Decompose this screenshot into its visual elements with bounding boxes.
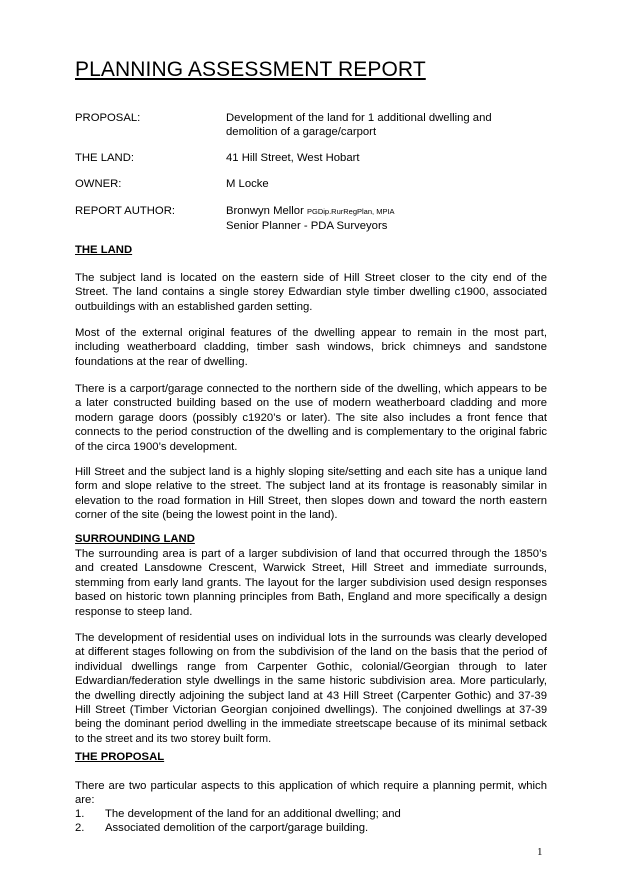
land-paragraph: There is a carport/garage connected to the northern side of the dwelling, which appears to be a later constructed building based on the use of modern weatherboard cladding and more modern garage doors (possibly c1920’s or later). The site also includes a front fence that connects to the period construction of the dwelling and is complementary to the original fabric of the circa 1900’s development. [75, 383, 547, 453]
list-text: Associated demolition of the carport/garage building. [105, 822, 369, 834]
land-value: 41 Hill Street, West Hobart [226, 152, 360, 164]
proposal-intro: There are two particular aspects to this application of which require a planning permit, which are: [75, 780, 547, 807]
land-label: THE LAND: [75, 152, 135, 164]
owner-label: OWNER: [75, 178, 122, 190]
author-role: Senior Planner - PDA Surveyors [226, 220, 388, 232]
list-text: The development of the land for an additional dwelling; and [105, 808, 401, 820]
proposal-label: PROPOSAL: [75, 112, 141, 124]
section-heading-the-land: THE LAND [75, 244, 133, 256]
surrounding-paragraph: The surrounding area is part of a larger subdivision of land that occurred through the 1850’s and created Lansdowne Crescent, Warwick Street, Hill Street and immediate surrounds, stemming from early land grants. The layout for the larger subdivision used design responses based on historic town planning principles from Bath, England and more specifically a design response to steep land. [75, 548, 547, 618]
land-paragraph: The subject land is located on the eastern side of Hill Street closer to the city end of the Street. The land contains a single storey Edwardian style timber dwelling c1900, associated outbuildings with an established garden setting. [75, 272, 547, 313]
land-paragraph: Most of the external original features of the dwelling appear to remain in the most part, including weatherboard cladding, timber sash windows, brick chimneys and sandstone foundations at the rear of dwelling. [75, 327, 547, 368]
list-number: 1. [75, 808, 85, 820]
surrounding-text: The development of residential uses on individual lots in the surrounds was clearly developed at different stages following on from the subdivision of the land on the basis that the period of individual dwellings range from Carpenter Gothic, colonial/Georgian through to later Edwardian/federation style dwellings in the same historic subdivision area. More particularly, the dwelling directly adjoining the subject land at 43 Hill Street (Carpenter Gothic) and 37-39 Hill Street (Timber Victorian Georgian conjoined dwellings). [75, 632, 547, 717]
section-heading-surrounding-land: SURROUNDING LAND [75, 533, 195, 545]
author-name: Bronwyn Mellor [226, 205, 304, 217]
author-value [226, 204, 526, 233]
page-number: 1 [537, 846, 543, 858]
land-paragraph: Hill Street and the subject land is a highly sloping site/setting and each site has a unique land form and slope relative to the street. The subject land at its frontage is reasonably similar in elevation to the road formation in Hill Street, then slopes down and toward the north eastern corner of the site (being the lowest point in the land). [75, 466, 547, 522]
surrounding-text-condensed: The conjoined dwellings at 37-39 being the dominant period dwelling in the immediate streetscape because of its minimal setback to the street and its two storey built form. [75, 704, 548, 745]
report-title: PLANNING ASSESSMENT REPORT [75, 58, 426, 81]
author-label: REPORT AUTHOR: [75, 205, 176, 217]
author-qualifications: PGDip.RurRegPlan, MPIA [307, 207, 395, 216]
list-number: 2. [75, 822, 85, 834]
section-heading-the-proposal: THE PROPOSAL [75, 751, 165, 763]
proposal-value: Development of the land for 1 additional dwelling and demolition of a garage/carport [226, 112, 492, 138]
owner-value: M Locke [226, 178, 269, 190]
surrounding-paragraph [75, 631, 547, 746]
